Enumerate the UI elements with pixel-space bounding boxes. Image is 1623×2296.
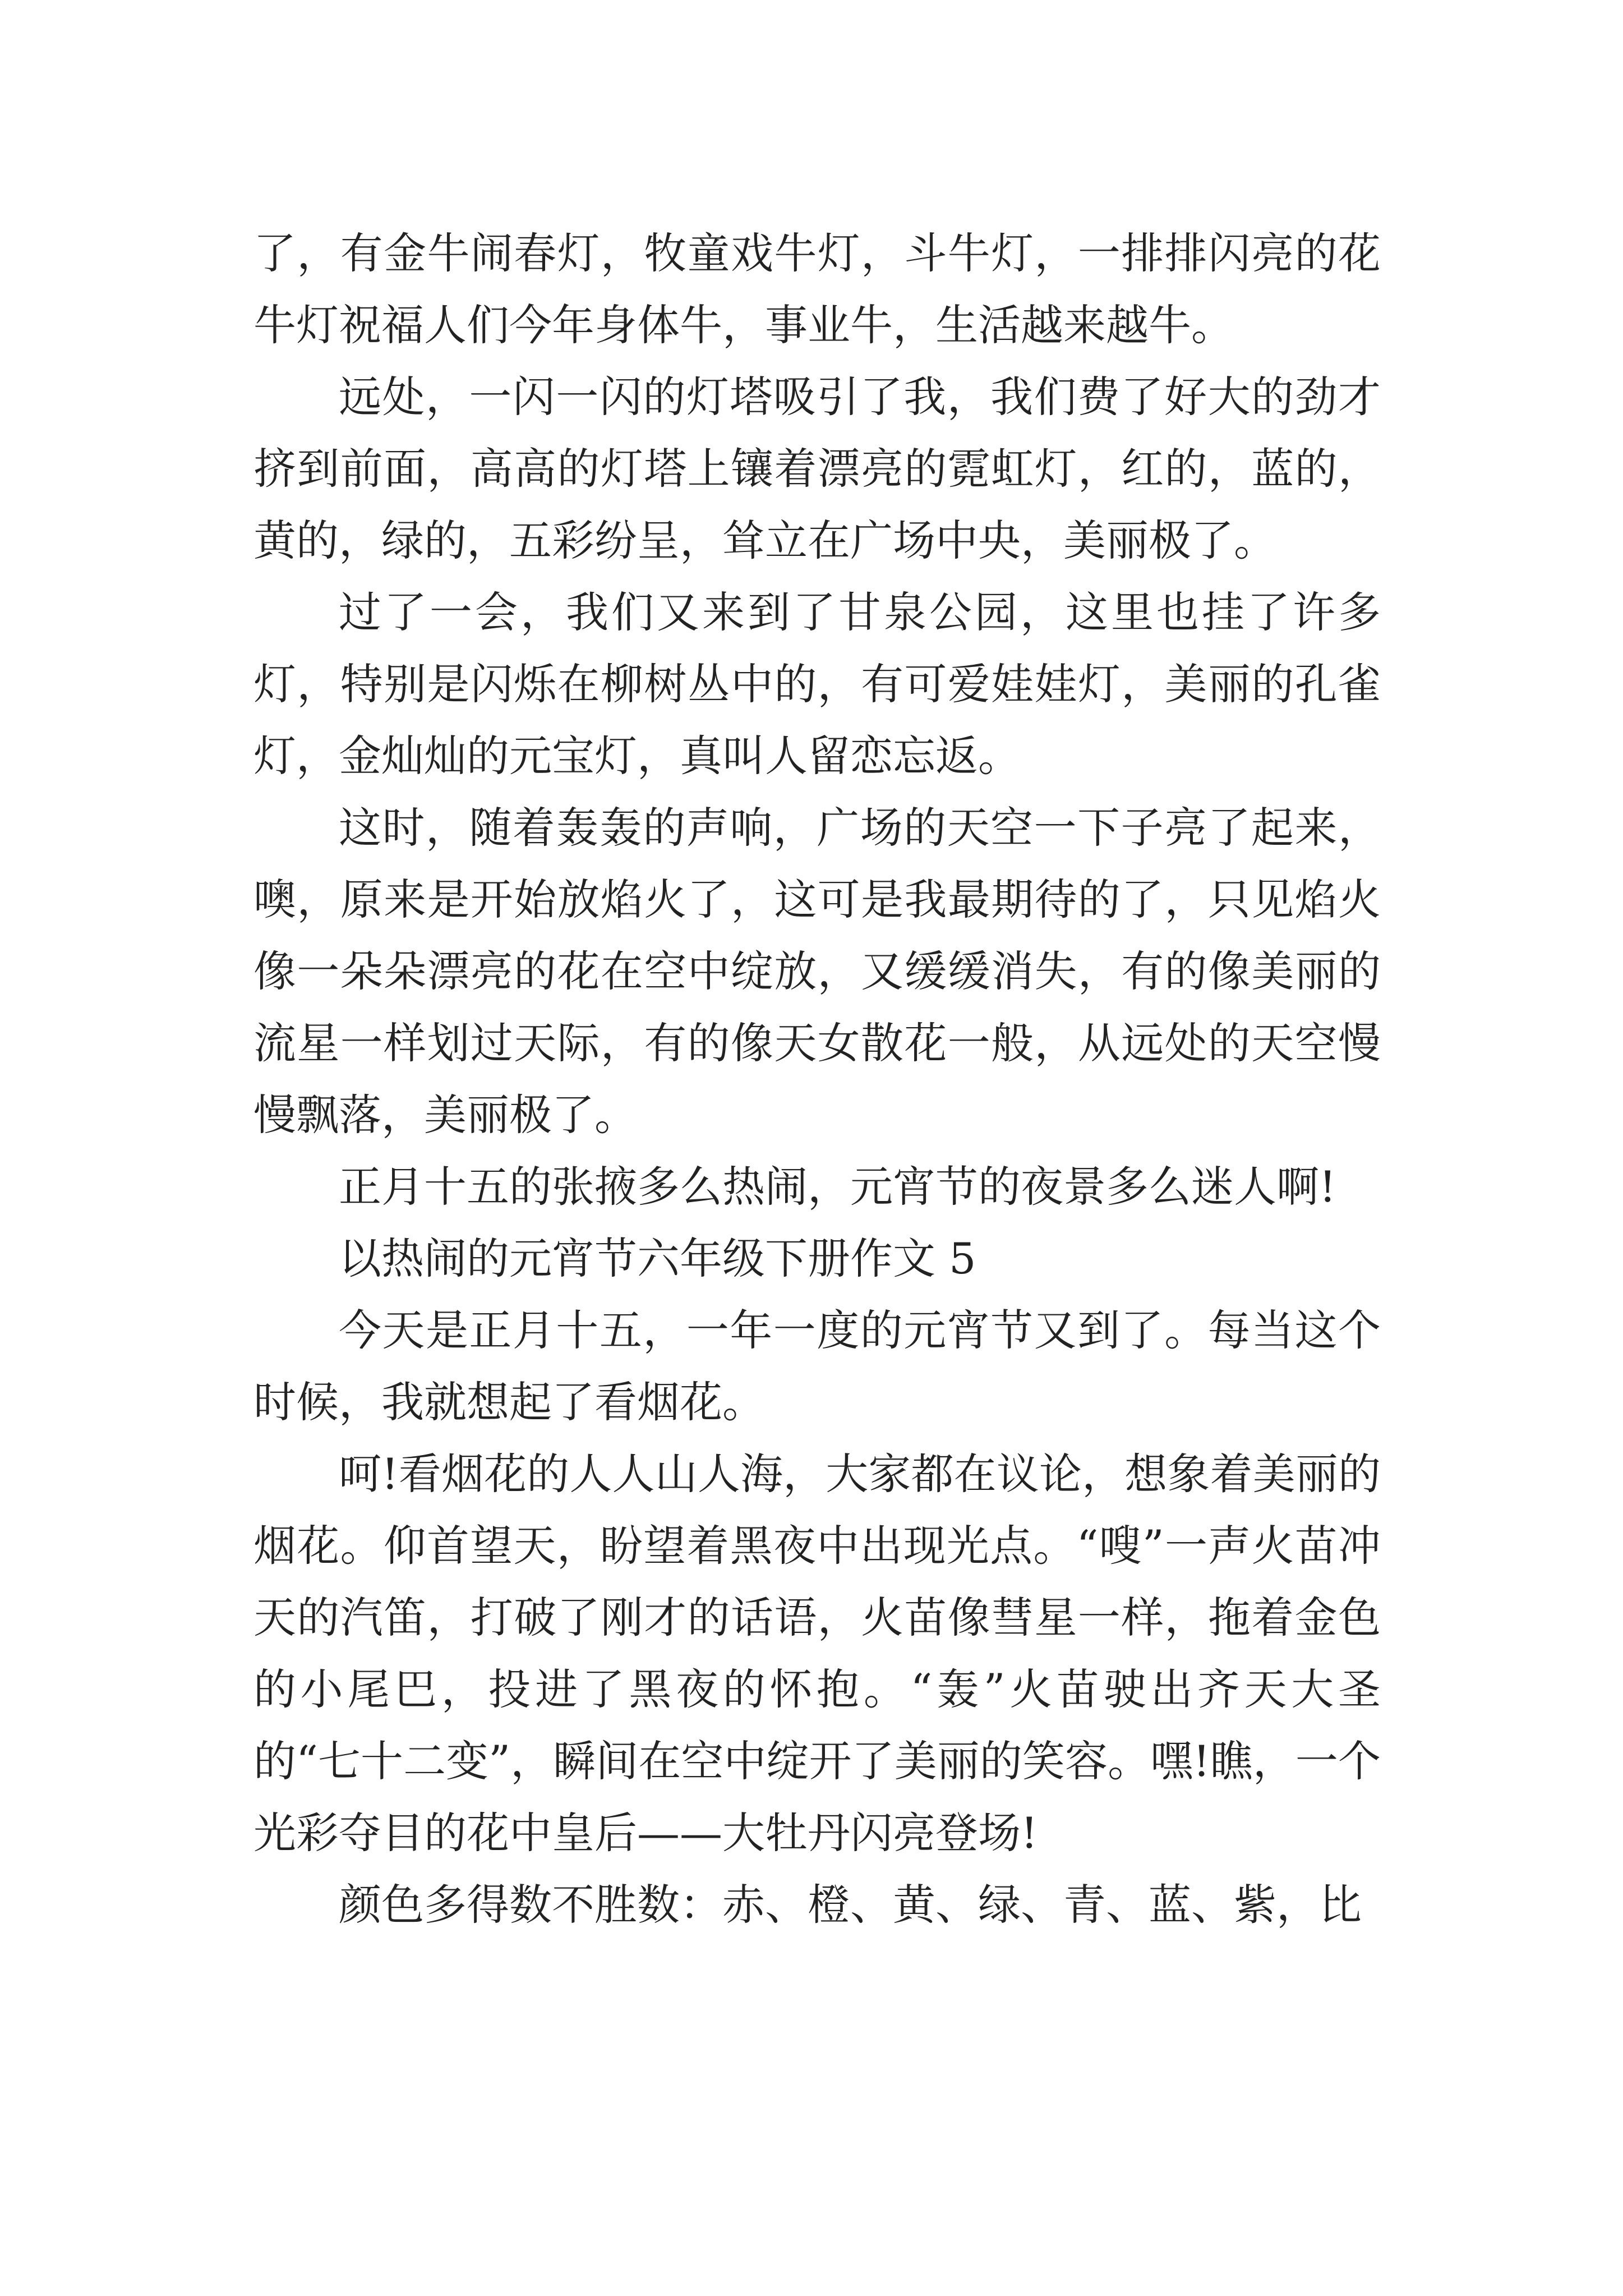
- paragraph-3: 过了一会，我们又来到了甘泉公园，这里也挂了许多灯，特别是闪烁在柳树丛中的，有可爱娃娃灯，美丽的孔雀灯，金灿灿的元宝灯，真叫人留恋忘返。: [253, 587, 1381, 781]
- document-body: [253, 218, 1381, 1941]
- paragraph-8: 颜色多得数不胜数：赤、橙、黄、绿、青、蓝、紫，比: [339, 1880, 1362, 1930]
- paragraph-4: 这时，随着轰轰的声响，广场的天空一下子亮了起来，噢，原来是开始放焰火了，这可是我最期待的了，只见焰火像一朵朵漂亮的花在空中绽放，又缓缓消失，有的像美丽的流星一样划过天际，有的像天女散花一般，从远处的天空慢慢飘落，美丽极了。: [253, 803, 1381, 1140]
- paragraph-5: 正月十五的张掖多么热闹，元宵节的夜景多么迷人啊!: [339, 1162, 1336, 1212]
- section-title: 以热闹的元宵节六年级下册作文 5: [339, 1234, 976, 1283]
- paragraph-6: 今天是正月十五，一年一度的元宵节又到了。每当这个时候，我就想起了看烟花。: [253, 1305, 1381, 1427]
- paragraph-7: 呵!看烟花的人人山人海，大家都在议论，想象着美丽的烟花。仰首望天，盼望着黑夜中出现光点。“嗖”一声火苗冲天的汽笛，打破了刚才的话语，火苗像彗星一样，拖着金色的小尾巴，投进了黑夜的怀抱。“轰”火苗驶出齐天大圣的“七十二变”，瞬间在空中绽开了美丽的笑容。嘿!瞧，一个光彩夺目的花中皇后——大牡丹闪亮登场!: [253, 1449, 1381, 1858]
- paragraph-2: 远处，一闪一闪的灯塔吸引了我，我们费了好大的劲才挤到前面，高高的灯塔上镶着漂亮的霓虹灯，红的，蓝的，黄的，绿的，五彩纷呈，耸立在广场中央，美丽极了。: [253, 372, 1381, 565]
- paragraph-1: 了，有金牛闹春灯，牧童戏牛灯，斗牛灯，一排排闪亮的花牛灯祝福人们今年身体牛，事业牛，生活越来越牛。: [253, 228, 1381, 350]
